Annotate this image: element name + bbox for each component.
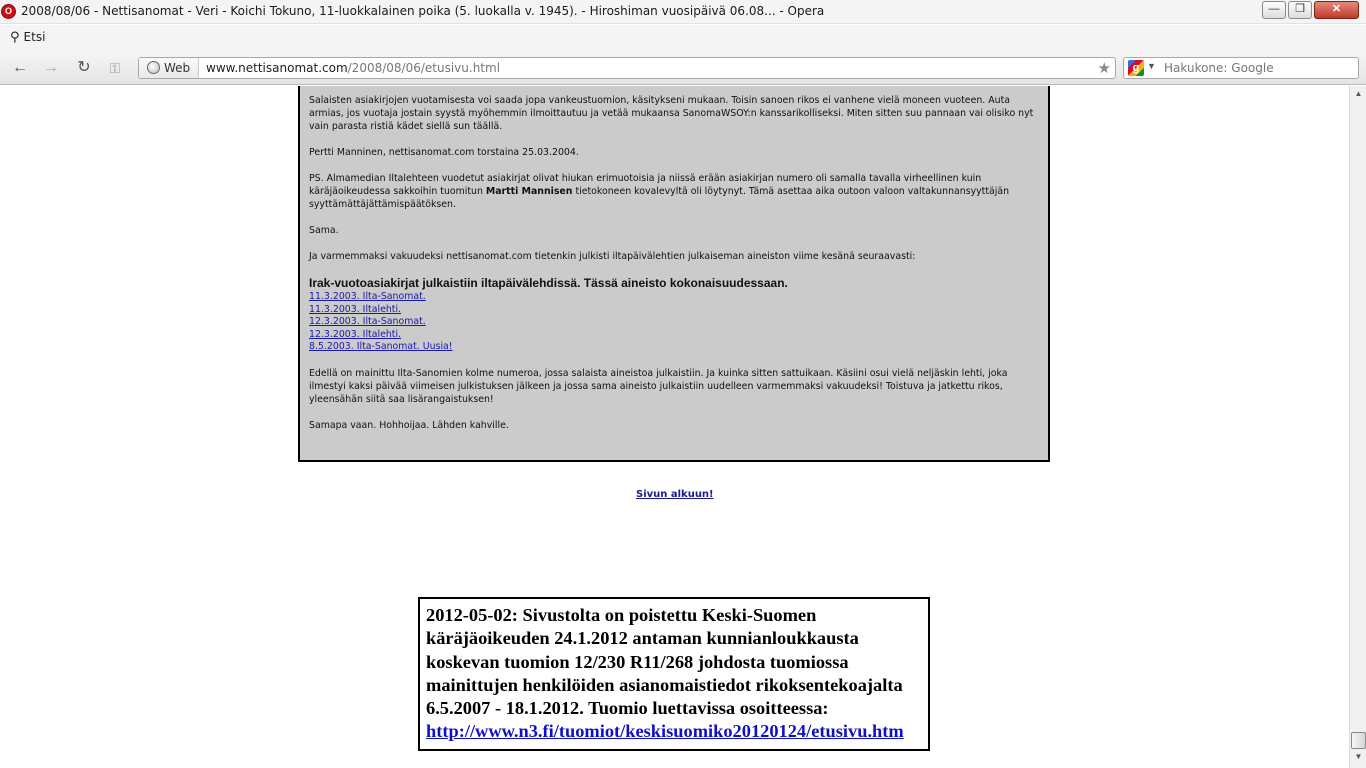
article-signature: Pertti Manninen, nettisanomat.com torstaina 25.03.2004. — [309, 147, 579, 158]
link-list — [309, 291, 1036, 354]
back-arrow-icon[interactable]: ← — [12, 59, 28, 76]
article-paragraph: Edellä on mainittu Ilta-Sanomien kolme numeroa, jossa salaista aineistoa julkaistiin. Ja kuinka sitten sattuikaan. Käsiini osui vielä neljäskin lehti, joka ilmestyi kaksi päivää viimeisen julkistuksen jälkeen ja jossa sama aineisto julkaistiin uudelleen varmemmaksi vakuudeksi! Toistuva ja jatkettu rikos, yleensähän siitä saa lisärangaistuksen! — [309, 367, 1008, 405]
globe-icon — [147, 61, 160, 74]
window-title: 2008/08/06 - Nettisanomat - Veri - Koichi Tokuno, 11-luokkalainen poika (5. luokalla v. 1945). - Hiroshiman vuosipäivä 06.08... - Opera — [21, 4, 825, 18]
article-box — [298, 86, 1050, 462]
url-host: www.nettisanomat.com — [206, 61, 348, 75]
address-bar[interactable] — [138, 57, 1116, 79]
article-paragraph: Salaisten asiakirjojen vuotamisesta voi saada jopa vankeustuomion, käsitykseni mukaan. Toisin sanoen rikos ei vanhene vielä moneen vuoteen. Auta armias, jos vuotaja jostain syystä myöhemmin ilmoittautuu ja vetää mukaansa SanomaWSOY:n kanssarikolliseksi. Miten sitten suu pannaan vai olisiko nyt vain parasta ristiä kädet siellä sun täällä. — [309, 95, 1034, 132]
notice-link[interactable]: http://www.n3.fi/tuomiot/keskisuomiko20120124/etusivu.htm — [426, 721, 904, 742]
minimize-button[interactable]: — — [1262, 1, 1286, 19]
search-bar[interactable] — [1123, 57, 1359, 79]
scrollbar-thumb[interactable] — [1351, 732, 1366, 749]
chevron-down-icon[interactable]: ▼ — [1147, 61, 1156, 71]
article-link[interactable]: 12.3.2003. Ilta-Sanomat. — [309, 316, 426, 327]
search-icon: ⚲ — [10, 30, 20, 45]
scroll-up-arrow-icon[interactable]: ▲ — [1354, 89, 1363, 98]
url-path: /2008/08/06/etusivu.html — [347, 61, 501, 75]
removal-notice — [418, 597, 930, 751]
site-badge-label: Web — [164, 61, 191, 75]
close-button[interactable]: ✕ — [1314, 1, 1359, 19]
article-link[interactable]: 12.3.2003. Iltalehti. — [309, 328, 402, 340]
article-link[interactable]: 11.3.2003. Iltalehti. — [309, 303, 402, 315]
menu-row — [0, 25, 1366, 51]
article-link[interactable]: 11.3.2003. Ilta-Sanomat. — [309, 291, 426, 302]
article-heading: Irak-vuotoasiakirjat julkaistiin iltapäivälehdissä. Tässä aineisto kokonaisuudessaan. — [309, 276, 788, 290]
article-body — [309, 94, 1036, 445]
search-input[interactable]: Hakukone: Google — [1164, 61, 1274, 75]
scroll-down-arrow-icon[interactable]: ▼ — [1354, 752, 1363, 761]
vertical-scrollbar[interactable] — [1349, 86, 1366, 768]
find-menu-button[interactable] — [10, 30, 45, 45]
bookmark-star-icon[interactable]: ★ — [1097, 60, 1111, 77]
title-bar — [0, 0, 1366, 24]
forward-arrow-icon[interactable]: → — [43, 59, 59, 76]
article-paragraph: Samapa vaan. Hohhoijaa. Lähden kahville. — [309, 419, 509, 431]
article-paragraph: Ja varmemmaksi vakuudeksi nettisanomat.com tietenkin julkisti iltapäivälehtien julkaiseman aineiston viime kesänä seuraavasti: — [309, 251, 916, 262]
bold-name: Martti Mannisen — [485, 186, 573, 197]
article-paragraph: PS. Almamedian Iltalehteen vuodetut asiakirjat olivat hiukan erimuotoisia ja niissä erään asiakirjan numero oli samalla tavalla virheellinen kuin käräjäoikeudessa sakkoihin tuomitun Martti Mannisen tietokoneen kovalevyltä oli löytynyt. Tämä asettaa aika outoon valoon valtakunnansyyttäjän syyttämättäjättämispäätöksen. — [309, 173, 1010, 210]
navigation-bar — [0, 51, 1366, 85]
back-to-top-link[interactable]: Sivun alkuun! — [636, 489, 714, 500]
google-logo-icon[interactable]: g — [1128, 60, 1144, 76]
article-link[interactable]: 8.5.2003. Ilta-Sanomat. Uusia! — [309, 341, 453, 352]
site-badge[interactable] — [139, 58, 199, 78]
key-icon[interactable]: ⚿ — [109, 60, 121, 76]
page-viewport — [0, 86, 1349, 768]
find-label: Etsi — [23, 30, 46, 44]
opera-logo-icon: O — [1, 4, 16, 19]
article-paragraph: Sama. — [309, 225, 339, 236]
reload-icon[interactable]: ↻ — [77, 59, 91, 76]
url-text[interactable] — [206, 61, 500, 75]
notice-text: 2012-05-02: Sivustolta on poistettu Keski-Suomen käräjäoikeuden 24.1.2012 antaman kunnianloukkausta koskevan tuomion 12/230 R11/268 johdosta tuomiossa mainittujen henkilöiden asianomaistiedot rikoksentekoajalta 6.5.2007 - 18.1.2012. Tuomio luettavissa osoitteessa: — [426, 605, 903, 719]
maximize-button[interactable]: ❐ — [1288, 1, 1312, 19]
